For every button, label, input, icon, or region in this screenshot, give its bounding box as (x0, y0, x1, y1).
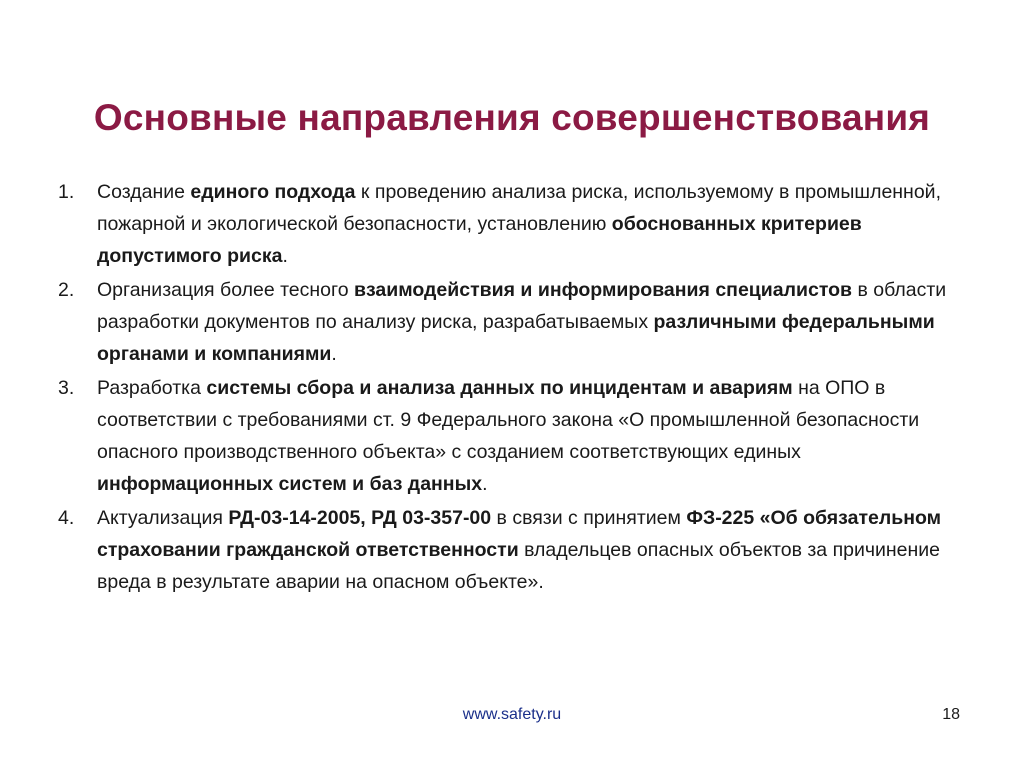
list-item-text (97, 181, 941, 267)
text-segment: на ОПО в соответствии с требованиями ст. 9 Федерального закона «О промышленной безопасности опасного производственного объекта» с созданием соответствующих единых (97, 377, 920, 463)
emphasized-text: единого подхода (190, 181, 356, 203)
text-segment: к проведению анализа риска, используемому в промышленной, пожарной и экологической безопасности, установлению (97, 181, 941, 235)
emphasized-text: взаимодействия и информирования специалистов (353, 279, 853, 301)
emphasized-text: системы сбора и анализа данных по инцидентам и авариям (206, 377, 793, 399)
list-item (58, 372, 958, 500)
list-item (58, 502, 958, 598)
emphasized-text: различными федеральными органами и компаниями (97, 311, 935, 365)
list-item (58, 176, 958, 272)
emphasized-text: информационных систем и баз данных (97, 473, 483, 495)
slide-title: Основные направления совершенствования (93, 96, 931, 138)
footer-website-link[interactable]: www.safety.ru (462, 706, 562, 723)
list-item (58, 274, 958, 370)
list-item-number: 1. (58, 181, 75, 203)
text-segment: в области разработки документов по анализу риска, разрабатываемых (97, 279, 947, 333)
list-item-text (97, 279, 946, 365)
emphasized-text: обоснованных критериев допустимого риска (97, 213, 862, 267)
text-segment: Разработка (97, 377, 207, 399)
text-segment: Организация более тесного (97, 279, 354, 301)
text-segment: Создание (97, 181, 191, 203)
list-item-number: 4. (58, 507, 75, 529)
text-segment: владельцев опасных объектов за причинение вреда в результате аварии на опасном объекте». (97, 539, 941, 593)
list-item-text (97, 377, 919, 495)
emphasized-text: РД-03-14-2005, РД 03-357-00 (228, 507, 492, 529)
page-number: 18 (942, 706, 960, 723)
text-segment: в связи с принятием (491, 507, 687, 529)
text-segment: . (482, 473, 488, 495)
emphasized-text: ФЗ-225 «Об обязательном страховании гражданской ответственности (97, 507, 942, 561)
list-item-number: 2. (58, 279, 75, 301)
list-item-number: 3. (58, 377, 75, 399)
text-segment: . (282, 245, 288, 267)
text-segment: Актуализация (97, 507, 229, 529)
text-segment: . (331, 343, 337, 365)
list-item-text (97, 507, 941, 593)
directions-list (58, 176, 958, 600)
